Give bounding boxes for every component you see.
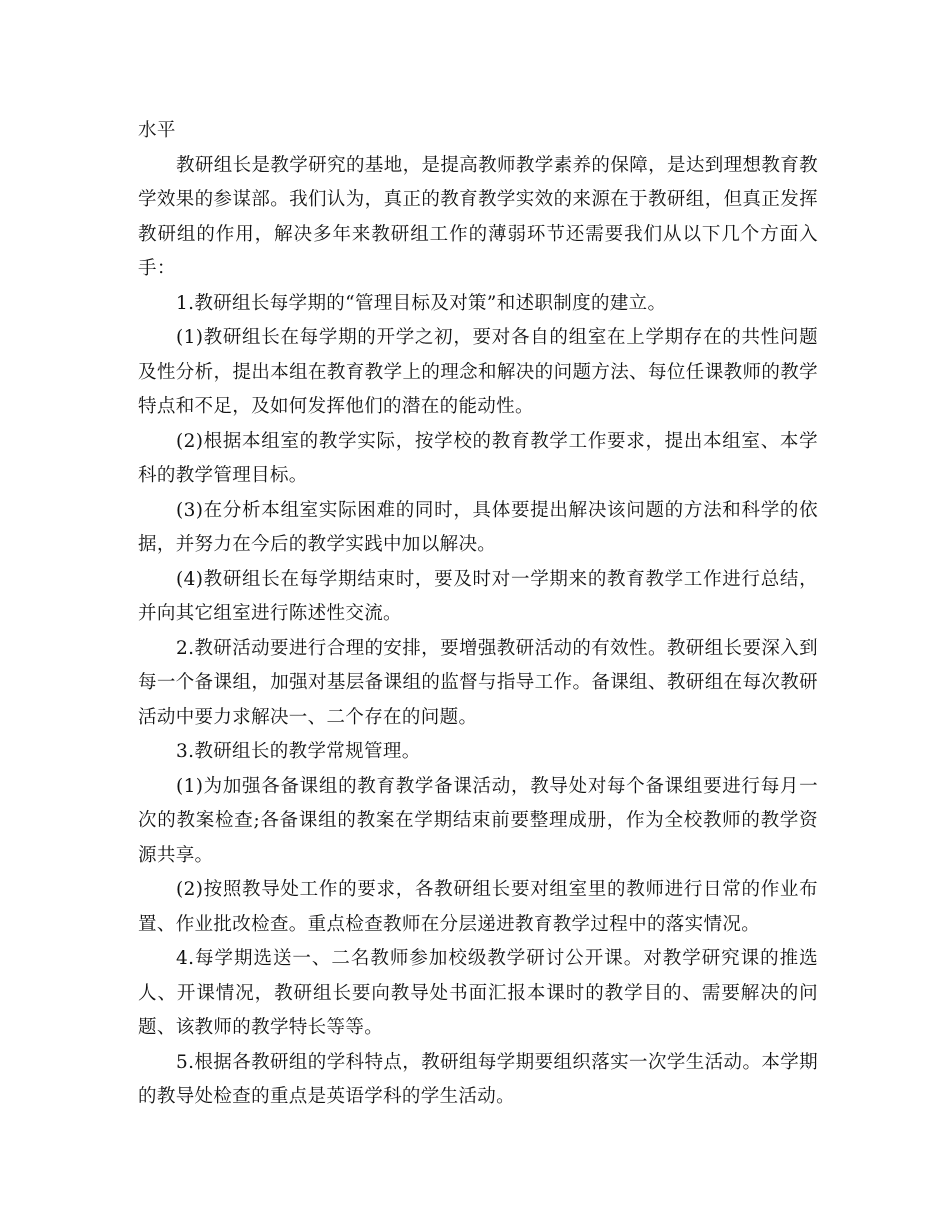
paragraph-item-1-1: (1)教研组长在每学期的开学之初，要对各自的组室在上学期存在的共性问题及性分析，提出本组在教育教学上的理念和解决的问题方法、每位任课教师的教学特点和不足，及如何发挥他们的潜在的能动性。 (138, 327, 818, 417)
paragraph-item-1-4: (4)教研组长在每学期结束时，要及时对一学期来的教育教学工作进行总结，并向其它组室进行陈述性交流。 (138, 568, 818, 624)
paragraph-item-3-1: (1)为加强各备课组的教育教学备课活动，教导处对每个备课组要进行每月一次的教案检查;各备课组的教案在学期结束前要整理成册，作为全校教师的教学资源共享。 (138, 775, 818, 866)
paragraph-item-4: 4.每学期选送一、二名教师参加校级教学研讨公开课。对教学研究课的推选人、开课情况，教研组长要向教导处书面汇报本课时的教学目的、需要解决的问题、该教师的教学特长等等。 (138, 948, 818, 1038)
document-body (138, 114, 818, 1115)
paragraph-item-5: 5.根据各教研组的学科特点，教研组每学期要组织落实一次学生活动。本学期的教导处检查的重点是英语学科的学生活动。 (138, 1051, 818, 1107)
paragraph-item-1-2: (2)根据本组室的教学实际，按学校的教育教学工作要求，提出本组室、本学科的教学管理目标。 (138, 430, 818, 486)
paragraph-item-2: 2.教研活动要进行合理的安排，要增强教研活动的有效性。教研组长要深入到每一个备课组，加强对基层备课组的监督与指导工作。备课组、教研组在每次教研活动中要力求解决一、二个存在的问题。 (138, 637, 818, 728)
paragraph-item-3: 3.教研组长的教学常规管理。 (176, 741, 421, 762)
paragraph-continuation: 水平 (138, 120, 176, 141)
paragraph-item-1-3: (3)在分析本组室实际困难的同时，具体要提出解决该问题的方法和科学的依据，并努力在今后的教学实践中加以解决。 (138, 499, 818, 555)
paragraph-item-3-2: (2)按照教导处工作的要求，各教研组长要对组室里的教师进行日常的作业布置、作业批改检查。重点检查教师在分层递进教育教学过程中的落实情况。 (138, 879, 818, 935)
paragraph-intro: 教研组长是教学研究的基地，是提高教师教学素养的保障，是达到理想教育教学效果的参谋部。我们认为，真正的教育教学实效的来源在于教研组，但真正发挥教研组的作用，解决多年来教研组工作的薄弱环节还需要我们从以下几个方面入手： (138, 154, 818, 279)
paragraph-item-1: 1.教研组长每学期的“管理目标及对策”和述职制度的建立。 (176, 292, 667, 314)
